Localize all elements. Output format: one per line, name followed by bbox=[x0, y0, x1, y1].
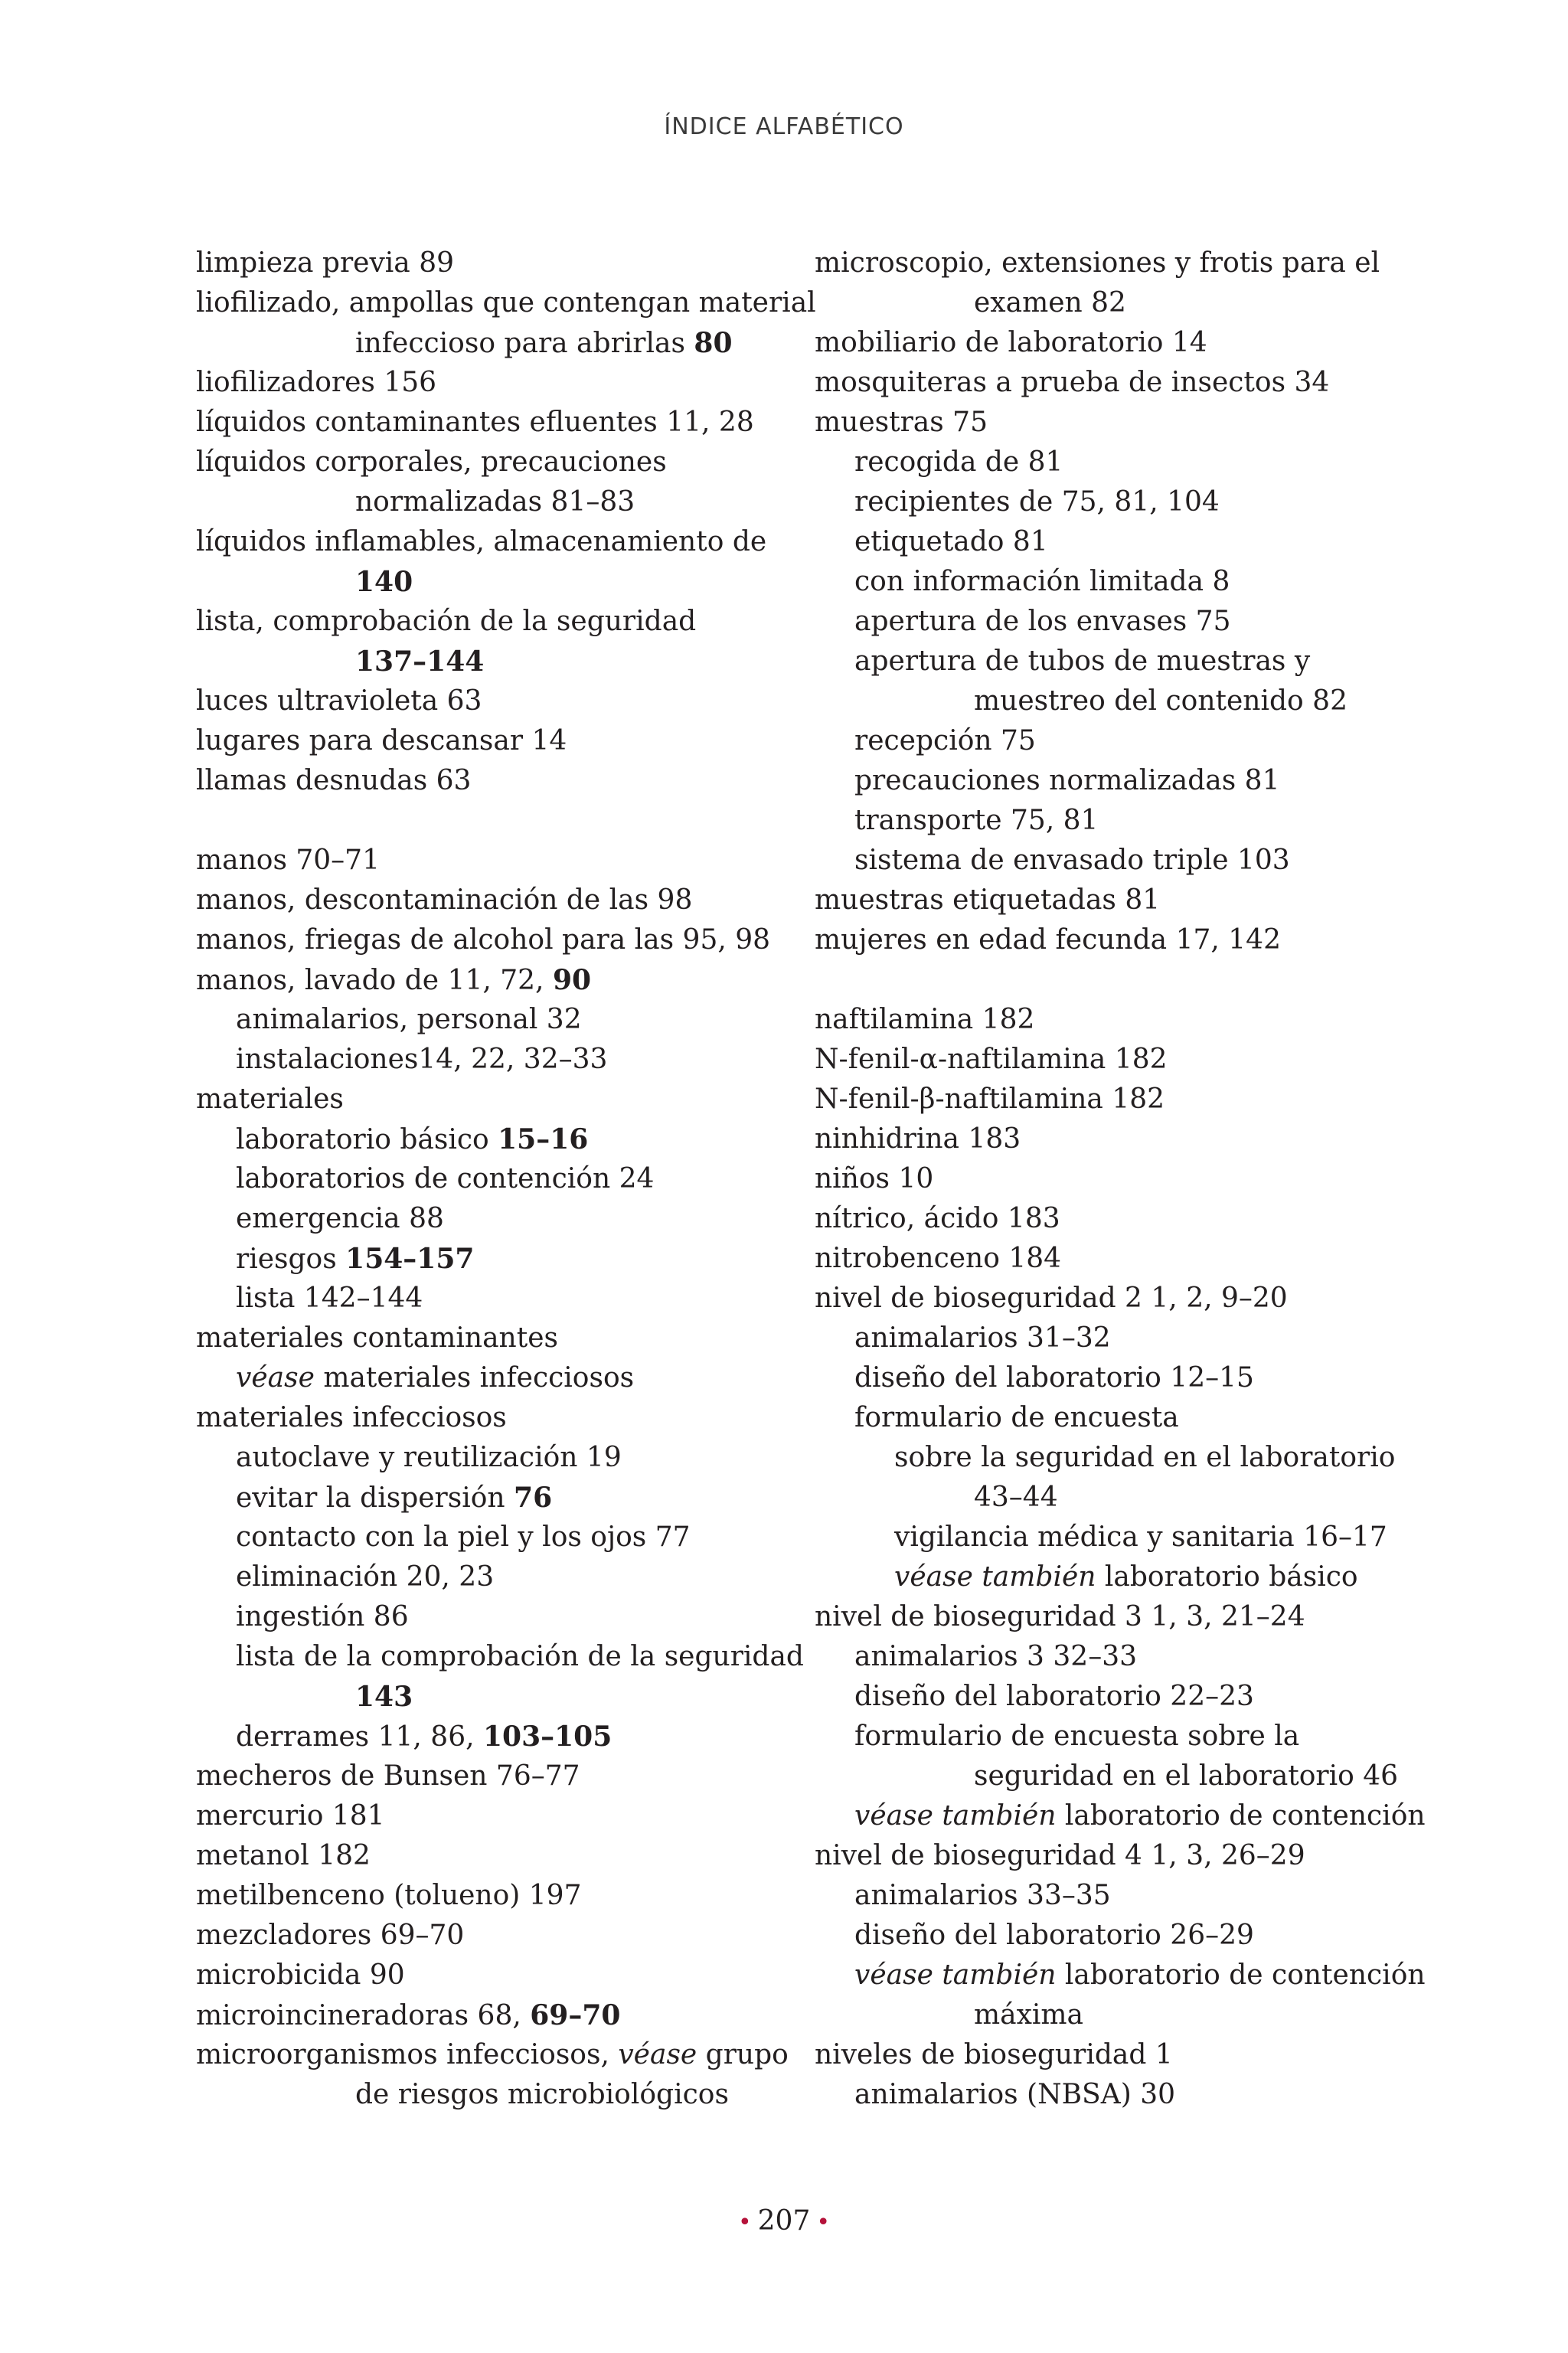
index-entry bbox=[196, 1876, 778, 1916]
index-entry bbox=[196, 1757, 778, 1796]
index-entry bbox=[815, 403, 1396, 443]
entry-text: lugares para descansar 14 bbox=[196, 725, 567, 757]
entry-text: mezcladores 69–70 bbox=[196, 1920, 465, 1951]
entry-text: 69–70 bbox=[530, 1999, 621, 2031]
entry-text: véase bbox=[236, 1362, 315, 1394]
entry-text: precauciones normalizadas 81 bbox=[854, 765, 1280, 796]
entry-text: mosquiteras a prueba de insectos 34 bbox=[815, 367, 1330, 398]
entry-text: mercurio 181 bbox=[196, 1800, 385, 1832]
entry-text: nivel de bioseguridad 4 1, 3, 26–29 bbox=[815, 1840, 1305, 1871]
index-entry bbox=[815, 1080, 1396, 1119]
entry-text: líquidos inflamables, almacenamiento de bbox=[196, 526, 767, 557]
entry-text: lista, comprobación de la seguridad bbox=[196, 606, 697, 637]
entry-text: máxima bbox=[974, 1999, 1084, 2031]
index-entry bbox=[196, 323, 778, 363]
folio-bullet-right: • bbox=[816, 2209, 831, 2236]
index-entry bbox=[815, 1199, 1396, 1239]
index-entry bbox=[815, 1637, 1396, 1677]
index-entry bbox=[196, 1080, 778, 1119]
index-entry bbox=[815, 1518, 1396, 1557]
index-entry bbox=[196, 841, 778, 881]
index-entry bbox=[815, 1438, 1396, 1478]
page-folio bbox=[0, 2205, 1568, 2237]
index-entry bbox=[815, 1040, 1396, 1080]
entry-text: líquidos corporales, precauciones bbox=[196, 446, 667, 478]
index-entry bbox=[815, 1956, 1426, 1995]
index-entry bbox=[196, 960, 778, 1000]
entry-text: recipientes de 75, 81, 104 bbox=[854, 486, 1220, 518]
index-entry bbox=[196, 283, 816, 323]
entry-text: llamas desnudas 63 bbox=[196, 765, 472, 796]
entry-text: 140 bbox=[355, 566, 413, 598]
entry-text: 76 bbox=[514, 1482, 553, 1514]
index-entry bbox=[196, 1319, 778, 1358]
index-entry bbox=[815, 1597, 1396, 1637]
entry-text: niños 10 bbox=[815, 1163, 934, 1194]
entry-text: microorganismos infecciosos, bbox=[196, 2039, 619, 2070]
index-entry bbox=[196, 1478, 778, 1518]
entry-text: ninhidrina 183 bbox=[815, 1123, 1021, 1155]
index-entry bbox=[196, 681, 778, 721]
index-entry bbox=[815, 243, 1396, 283]
index-entry bbox=[196, 761, 778, 801]
index-entry bbox=[815, 1398, 1396, 1438]
entry-text: 143 bbox=[355, 1681, 413, 1713]
index-entry bbox=[815, 681, 1396, 721]
entry-text: laboratorio básico bbox=[1096, 1561, 1358, 1593]
index-entry bbox=[815, 1677, 1396, 1717]
page-number: 207 bbox=[757, 2205, 811, 2237]
index-entry bbox=[815, 920, 1396, 960]
index-entry bbox=[815, 1836, 1396, 1876]
entry-text: 90 bbox=[552, 964, 592, 996]
entry-text: materiales infecciosos bbox=[314, 1362, 635, 1394]
entry-text: véase bbox=[618, 2039, 697, 2070]
entry-text: microincineradoras 68, bbox=[196, 2000, 531, 2031]
index-entry bbox=[196, 1438, 778, 1478]
entry-text: nivel de bioseguridad 3 1, 3, 21–24 bbox=[815, 1601, 1305, 1632]
entry-text: apertura de tubos de muestras y bbox=[854, 645, 1311, 677]
entry-text: sobre la seguridad en el laboratorio bbox=[894, 1442, 1396, 1473]
entry-text: mujeres en edad fecunda 17, 142 bbox=[815, 924, 1281, 956]
entry-text: liofilizadores 156 bbox=[196, 367, 437, 398]
entry-text: microscopio, extensiones y frotis para el bbox=[815, 247, 1380, 279]
index-entry bbox=[196, 1199, 778, 1239]
index-entry bbox=[196, 1040, 778, 1080]
entry-text: grupo bbox=[697, 2039, 789, 2070]
index-entry bbox=[815, 1119, 1396, 1159]
entry-text: 137–144 bbox=[355, 645, 485, 678]
entry-text: metanol 182 bbox=[196, 1840, 371, 1871]
entry-text: 103–105 bbox=[482, 1721, 612, 1753]
entry-text: mecheros de Bunsen 76–77 bbox=[196, 1760, 580, 1792]
entry-text: instalaciones14, 22, 32–33 bbox=[236, 1044, 608, 1075]
entry-text: véase también bbox=[894, 1561, 1096, 1593]
index-entry bbox=[815, 2035, 1396, 2075]
entry-text: véase también bbox=[854, 1800, 1057, 1832]
index-entry bbox=[815, 1916, 1396, 1956]
entry-text: sistema de envasado triple 103 bbox=[854, 845, 1290, 876]
entry-text: muestras 75 bbox=[815, 407, 988, 438]
entry-text: laboratorios de contención 24 bbox=[236, 1163, 655, 1194]
index-entry bbox=[196, 1597, 778, 1637]
index-entry bbox=[196, 363, 778, 403]
entry-text: luces ultravioleta 63 bbox=[196, 685, 482, 717]
entry-text: véase también bbox=[854, 1959, 1057, 1991]
entry-text: lista 142–144 bbox=[236, 1283, 423, 1314]
entry-text: manos, descontaminación de las 98 bbox=[196, 884, 693, 916]
index-entry bbox=[815, 721, 1396, 761]
index-gap bbox=[815, 960, 1396, 1000]
entry-text: nítrico, ácido 183 bbox=[815, 1203, 1060, 1234]
index-entry bbox=[196, 482, 778, 522]
index-entry bbox=[815, 363, 1396, 403]
index-entry bbox=[196, 1637, 804, 1677]
index-entry bbox=[196, 1717, 778, 1757]
entry-text: diseño del laboratorio 22–23 bbox=[854, 1681, 1254, 1712]
index-entry bbox=[196, 1358, 778, 1398]
entry-text: animalarios 3 32–33 bbox=[854, 1641, 1138, 1672]
entry-text: derrames 11, 86, bbox=[236, 1721, 483, 1753]
entry-text: animalarios 33–35 bbox=[854, 1880, 1111, 1911]
entry-text: metilbenceno (tolueno) 197 bbox=[196, 1880, 582, 1911]
entry-text: infeccioso para abrirlas bbox=[355, 328, 694, 359]
entry-text: mobiliario de laboratorio 14 bbox=[815, 327, 1207, 358]
index-entry bbox=[196, 522, 778, 562]
index-entry bbox=[815, 1000, 1396, 1040]
entry-text: niveles de bioseguridad 1 bbox=[815, 2039, 1173, 2070]
entry-text: vigilancia médica y sanitaria 16–17 bbox=[894, 1521, 1387, 1553]
entry-text: manos, friegas de alcohol para las 95, 98 bbox=[196, 924, 771, 956]
entry-text: transporte 75, 81 bbox=[854, 805, 1099, 836]
index-entry bbox=[196, 1239, 778, 1279]
index-entry bbox=[815, 761, 1396, 801]
entry-text: evitar la dispersión bbox=[236, 1482, 514, 1514]
entry-text: recepción 75 bbox=[854, 725, 1036, 757]
index-entry bbox=[815, 2075, 1396, 2115]
index-entry bbox=[196, 403, 778, 443]
index-entry bbox=[815, 443, 1396, 482]
entry-text: 43–44 bbox=[974, 1482, 1058, 1513]
entry-text: materiales bbox=[196, 1083, 344, 1115]
entry-text: liofilizado, ampollas que contengan material bbox=[196, 287, 816, 319]
entry-text: N-fenil-α-naftilamina 182 bbox=[815, 1044, 1168, 1075]
entry-text: microbicida 90 bbox=[196, 1959, 405, 1991]
index-entry bbox=[815, 1239, 1396, 1279]
entry-text: N-fenil-β-naftilamina 182 bbox=[815, 1083, 1165, 1115]
entry-text: manos 70–71 bbox=[196, 845, 380, 876]
folio-bullet-left: • bbox=[737, 2209, 752, 2236]
index-entry bbox=[196, 721, 778, 761]
entry-text: de riesgos microbiológicos bbox=[355, 2079, 729, 2110]
entry-text: seguridad en el laboratorio 46 bbox=[974, 1760, 1399, 1792]
entry-text: manos, lavado de 11, 72, bbox=[196, 965, 553, 996]
index-entry bbox=[196, 1279, 778, 1319]
entry-text: animalarios (NBSA) 30 bbox=[854, 2079, 1176, 2110]
entry-text: diseño del laboratorio 12–15 bbox=[854, 1362, 1254, 1394]
index-entry bbox=[196, 602, 778, 642]
index-entry bbox=[815, 1995, 1396, 2035]
entry-text: formulario de encuesta sobre la bbox=[854, 1721, 1300, 1752]
index-entry bbox=[815, 801, 1396, 841]
index-entry bbox=[196, 1000, 778, 1040]
entry-text: laboratorio básico bbox=[236, 1124, 498, 1155]
index-entry bbox=[196, 1836, 778, 1876]
entry-text: naftilamina 182 bbox=[815, 1004, 1035, 1035]
entry-text: muestreo del contenido 82 bbox=[974, 685, 1348, 717]
index-gap bbox=[196, 801, 778, 841]
index-entry bbox=[196, 1159, 778, 1199]
entry-text: apertura de los envases 75 bbox=[854, 606, 1231, 637]
index-entry bbox=[815, 1319, 1396, 1358]
index-entry bbox=[815, 562, 1396, 602]
entry-text: lista de la comprobación de la seguridad bbox=[236, 1641, 804, 1672]
entry-text: con información limitada 8 bbox=[854, 566, 1230, 597]
index-entry bbox=[815, 1757, 1399, 1796]
entry-text: autoclave y reutilización 19 bbox=[236, 1442, 622, 1473]
index-entry bbox=[815, 642, 1396, 681]
index-entry bbox=[815, 283, 1396, 323]
entry-text: eliminación 20, 23 bbox=[236, 1561, 495, 1593]
entry-text: diseño del laboratorio 26–29 bbox=[854, 1920, 1254, 1951]
index-entry bbox=[196, 920, 778, 960]
entry-text: nitrobenceno 184 bbox=[815, 1243, 1062, 1274]
entry-text: riesgos bbox=[236, 1243, 346, 1275]
index-entry bbox=[196, 881, 778, 920]
entry-text: etiquetado 81 bbox=[854, 526, 1048, 557]
index-entry bbox=[815, 482, 1396, 522]
entry-text: recogida de 81 bbox=[854, 446, 1063, 478]
entry-text: materiales contaminantes bbox=[196, 1322, 558, 1354]
entry-text: emergencia 88 bbox=[236, 1203, 444, 1234]
entry-text: materiales infecciosos bbox=[196, 1402, 507, 1433]
index-entry bbox=[815, 1279, 1396, 1319]
index-entry bbox=[815, 1478, 1396, 1518]
entry-text: líquidos contaminantes efluentes 11, 28 bbox=[196, 407, 754, 438]
index-entry bbox=[196, 1995, 778, 2035]
index-entry bbox=[815, 323, 1396, 363]
entry-text: laboratorio de contención bbox=[1056, 1800, 1426, 1832]
entry-text: nivel de bioseguridad 2 1, 2, 9–20 bbox=[815, 1283, 1288, 1314]
index-entry bbox=[815, 881, 1396, 920]
entry-text: 80 bbox=[694, 327, 733, 359]
index-entry bbox=[815, 1876, 1396, 1916]
index-entry bbox=[815, 1358, 1396, 1398]
entry-text: examen 82 bbox=[974, 287, 1126, 319]
index-column-right bbox=[815, 243, 1426, 2115]
index-entry bbox=[196, 1956, 778, 1995]
index-entry bbox=[196, 1677, 778, 1717]
entry-text: animalarios 31–32 bbox=[854, 1322, 1111, 1354]
running-head: ÍNDICE ALFABÉTICO bbox=[664, 113, 904, 140]
entry-text: 15–16 bbox=[498, 1123, 589, 1155]
index-entry bbox=[196, 243, 778, 283]
index-entry bbox=[815, 1159, 1396, 1199]
index-entry bbox=[196, 2035, 789, 2075]
entry-text: animalarios, personal 32 bbox=[236, 1004, 582, 1035]
index-column-left bbox=[196, 243, 816, 2115]
entry-text: ingestión 86 bbox=[236, 1601, 409, 1632]
index-entry bbox=[196, 1398, 778, 1438]
index-entry bbox=[815, 522, 1396, 562]
entry-text: normalizadas 81–83 bbox=[355, 486, 635, 518]
entry-text: formulario de encuesta bbox=[854, 1402, 1179, 1433]
entry-text: laboratorio de contención bbox=[1056, 1959, 1426, 1991]
index-entry bbox=[196, 1557, 778, 1597]
entry-text: contacto con la piel y los ojos 77 bbox=[236, 1521, 691, 1553]
index-entry bbox=[815, 1557, 1396, 1597]
index-entry bbox=[196, 642, 778, 681]
index-entry bbox=[196, 2075, 778, 2115]
entry-text: 154–157 bbox=[345, 1243, 475, 1275]
index-entry bbox=[196, 1916, 778, 1956]
index-entry bbox=[196, 1518, 778, 1557]
index-entry bbox=[196, 1796, 778, 1836]
index-entry bbox=[196, 443, 778, 482]
index-entry bbox=[815, 1796, 1426, 1836]
entry-text: limpieza previa 89 bbox=[196, 247, 455, 279]
index-entry bbox=[196, 1119, 778, 1159]
entry-text: muestras etiquetadas 81 bbox=[815, 884, 1161, 916]
index-entry bbox=[815, 1717, 1396, 1757]
index-entry bbox=[196, 562, 778, 602]
index-entry bbox=[815, 602, 1396, 642]
index-entry bbox=[815, 841, 1396, 881]
